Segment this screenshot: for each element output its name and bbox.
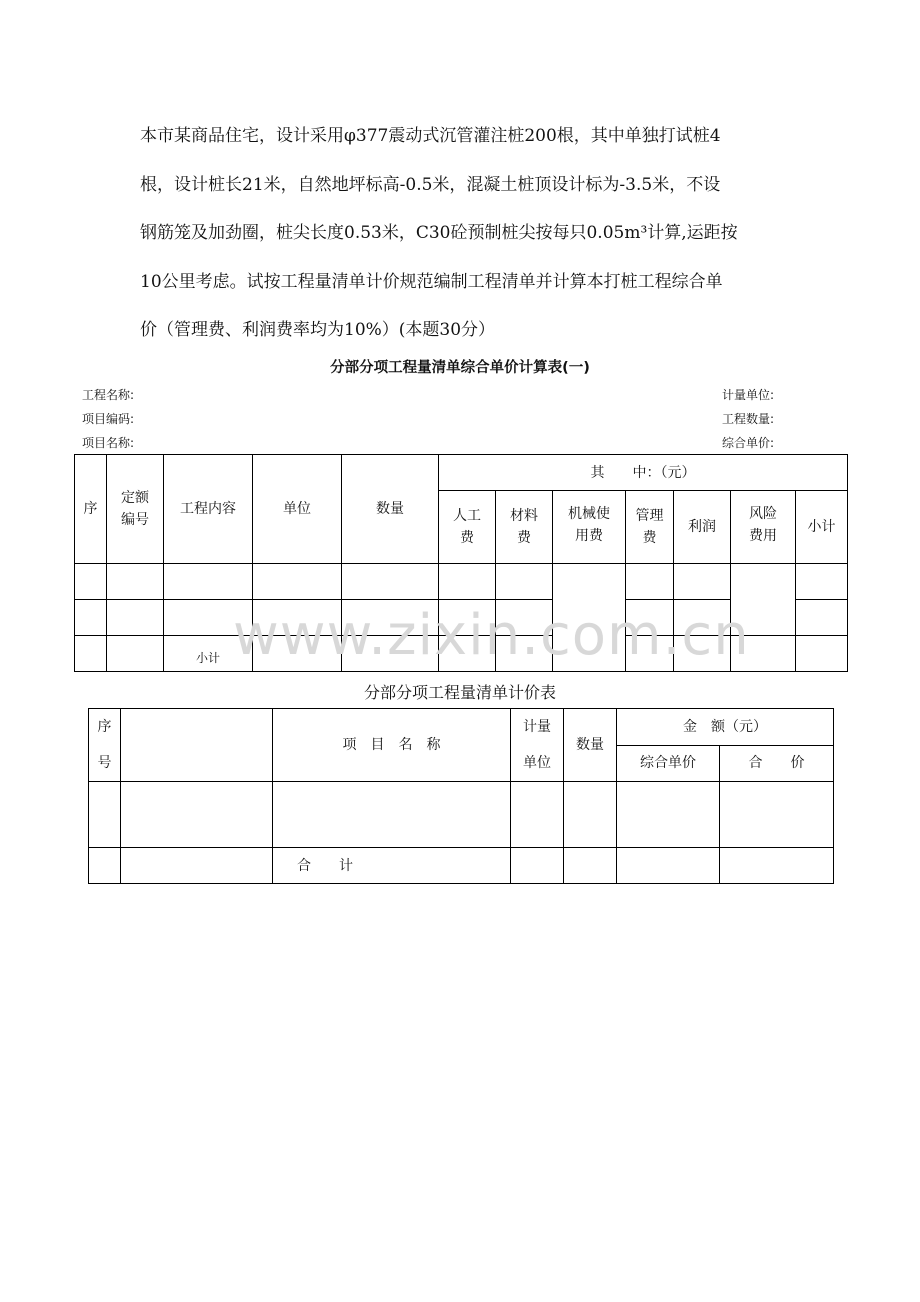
meta-item-code: 项目编码:: [82, 412, 135, 426]
meta-unit: 计量单位:: [722, 388, 775, 402]
header-unit-price: 综合单价: [617, 745, 720, 782]
table1-title: 分部分项工程量清单综合单价计算表(一): [330, 360, 590, 376]
footer-total: 合 计: [273, 848, 511, 884]
meta-item-name: 项目名称:: [82, 436, 135, 450]
problem-line: 钢筋笼及加劲圈，桩尖长度0.53米，C30砼预制桩尖按每只0.05m³计算,运距按: [140, 223, 738, 243]
header-subtotal: 小计: [796, 491, 848, 564]
header-seq: 序 号: [89, 709, 121, 782]
meta-unit-price: 综合单价:: [722, 436, 775, 450]
header-machine: 机械使 用费: [553, 491, 626, 564]
bill-pricing-table: [88, 708, 834, 884]
table-row: [89, 782, 834, 848]
header-unit: 单位: [253, 455, 342, 564]
header-amount: 金 额（元）: [617, 709, 834, 746]
header-risk: 风险 费用: [731, 491, 796, 564]
table2-title: 分部分项工程量清单计价表: [363, 683, 556, 702]
header-mgmt: 管理 费: [626, 491, 674, 564]
header-total-price: 合 价: [720, 745, 834, 782]
problem-line: 10公里考虑。试按工程量清单计价规范编制工程清单并计算本打桩工程综合单: [140, 271, 723, 292]
header-of-which: 其 中：（元）: [439, 455, 848, 491]
meta-quantity: 工程数量:: [722, 412, 775, 426]
header-profit: 利润: [674, 491, 731, 564]
header-item-name: 项 目 名 称: [273, 709, 511, 782]
header-quota-code: 定额 编号: [107, 455, 164, 564]
header-material: 材料 费: [496, 491, 553, 564]
watermark: www.zixin.com.cn: [233, 603, 750, 668]
footer-subtotal: 小计: [164, 636, 253, 672]
problem-line: 价（管理费、利润费率均为10%）(本题30分）: [140, 320, 496, 340]
header-content: 工程内容: [164, 455, 253, 564]
header-labor: 人工 费: [439, 491, 496, 564]
header-qty: 数量: [342, 455, 439, 564]
table-row: [75, 564, 848, 600]
problem-line: 本市某商品住宅，设计采用φ377震动式沉管灌注桩200根，其中单独打试桩4: [140, 126, 721, 146]
header-qty: 数量: [564, 709, 617, 782]
header-measure-unit: 计量 单位: [511, 709, 564, 782]
problem-statement: [140, 112, 780, 355]
header-seq: 序: [75, 455, 107, 564]
meta-project-name: 工程名称:: [82, 388, 135, 402]
problem-line: 根，设计桩长21米，自然地坪标高-0.5米，混凝土桩顶设计标为-3.5米，不设: [140, 174, 721, 195]
table-row: [89, 848, 834, 884]
